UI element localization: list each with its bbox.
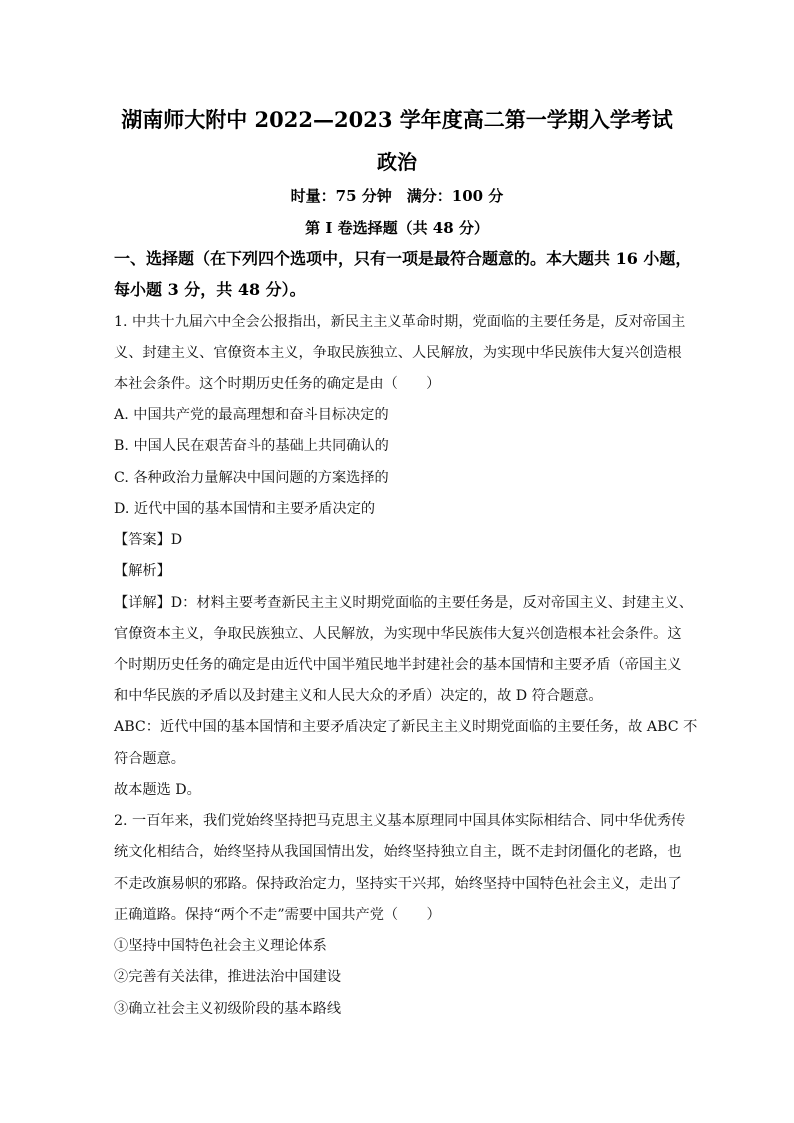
q1-abc-line-2: 符合题意。 xyxy=(114,751,185,767)
q1-option-d: D. 近代中国的基本国情和主要矛盾决定的 xyxy=(114,501,376,517)
q1-option-a: A. 中国共产党的最高理想和奋斗目标决定的 xyxy=(114,407,389,423)
q1-analysis-label: 【解析】 xyxy=(114,563,171,579)
q2-item-2: ②完善有关法律，推进法治中国建设 xyxy=(114,969,342,985)
q1-detail-line-2: 官僚资本主义，争取民族独立、人民解放，为实现中华民族伟大复兴创造根本社会条件。这 xyxy=(114,626,682,642)
q1-detail-line-4: 和中华民族的矛盾以及封建主义和人民大众的矛盾）决定的，故 D 符合题意。 xyxy=(114,688,603,704)
part-heading: 第 I 卷选择题（共 48 分） xyxy=(305,219,489,237)
section-instruction-line-2: 每小题 3 分，共 48 分）。 xyxy=(114,280,306,299)
q1-option-b: B. 中国人民在艰苦奋斗的基础上共同确认的 xyxy=(114,438,389,454)
q2-stem-line-2: 统文化相结合，始终坚持从我国国情出发，始终坚持独立自主，既不走封闭僵化的老路，也 xyxy=(114,844,682,860)
q1-abc-line-1: ABC：近代中国的基本国情和主要矛盾决定了新民主主义时期党面临的主要任务，故 ABC 不 xyxy=(114,719,698,735)
q2-item-1: ①坚持中国特色社会主义理论体系 xyxy=(114,938,327,954)
q2-stem-line-1: 2. 一百年来，我们党始终坚持把马克思主义基本原理同中国具体实际相结合、同中华优秀传 xyxy=(114,813,686,829)
q1-option-c: C. 各种政治力量解决中国问题的方案选择的 xyxy=(114,470,389,486)
q1-conclusion: 故本题选 D。 xyxy=(114,782,201,798)
q1-stem-line-3: 本社会条件。这个时期历史任务的确定是由（ ） xyxy=(114,376,441,392)
q1-detail-line-1: 【详解】D：材料主要考查新民主主义时期党面临的主要任务是，反对帝国主义、封建主义、 xyxy=(114,595,693,611)
q2-stem-line-4: 正确道路。保持“两个不走”需要中国共产党（ ） xyxy=(114,907,441,923)
section-instruction-line-1: 一、选择题（在下列四个选项中，只有一项是最符合题意的。本大题共 16 小题， xyxy=(114,249,692,268)
subject-title: 政治 xyxy=(377,150,417,174)
q1-stem-line-1: 1. 中共十九届六中全会公报指出，新民主主义革命时期，党面临的主要任务是，反对帝国主 xyxy=(114,314,686,330)
q2-stem-line-3: 不走改旗易帜的邪路。保持政治定力，坚持实干兴邦，始终坚持中国特色社会主义，走出了 xyxy=(114,876,682,892)
q1-answer: 【答案】D xyxy=(114,532,183,548)
exam-title: 湖南师大附中 2022—2023 学年度高二第一学期入学考试 xyxy=(121,107,673,132)
q1-stem-line-2: 义、封建主义、官僚资本主义，争取民族独立、人民解放，为实现中华民族伟大复兴创造根 xyxy=(114,345,682,361)
time-score-line: 时量：75 分钟 满分：100 分 xyxy=(290,187,504,205)
q1-detail-line-3: 个时期历史任务的确定是由近代中国半殖民地半封建社会的基本国情和主要矛盾（帝国主义 xyxy=(114,657,682,673)
q2-item-3: ③确立社会主义初级阶段的基本路线 xyxy=(114,1001,342,1017)
